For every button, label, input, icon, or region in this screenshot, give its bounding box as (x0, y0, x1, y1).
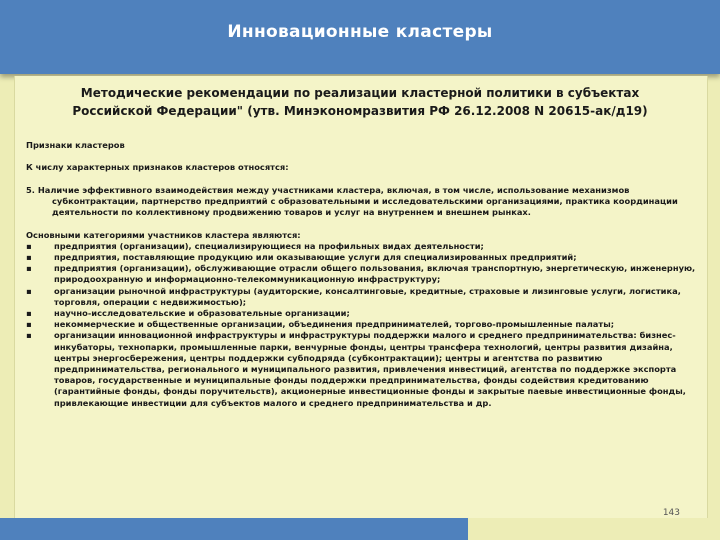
list-item: ▪ предприятия, поставляющие продукцию или оказывающие услуги для специализированных предприятий; (26, 251, 577, 262)
bullet-icon: ▪ (26, 308, 32, 318)
criterion-5: 5. Наличие эффективного взаимодействия между участниками кластера, включая, в том числе, использование механизмов субконтрактации, партнерство предприятий с образовательными и исследовательскими организациями, практика координации деятельности по коллективному продвижению товаров и услуг на внутреннем и внешнем рынках. (26, 184, 678, 218)
bullet-icon: ▪ (26, 240, 32, 251)
list-item: ▪ научно-исследовательские и образовательные организации; (26, 308, 350, 318)
intro-text: К числу характерных признаков кластеров относятся: (26, 162, 289, 173)
list-item: ▪ некоммерческие и общественные организации, объединения предпринимателей, торгово-промышленные палаты; (26, 319, 615, 330)
bullet-icon: ▪ (26, 319, 32, 330)
list-item: ▪ организации рыночной инфраструктуры (аудиторские, консалтинговые, кредитные, страховые и лизинговые услуги, логистика, торговля, операции с недвижимостью); (26, 285, 681, 307)
list-item: ▪ предприятия (организации), обслуживающие отрасли общего пользования, включая транспортную, энергетическую, инженерную, природоохранную и информационно-телекоммуникационную инфраструктуру; (26, 263, 696, 285)
footer-bar (0, 518, 468, 540)
categories-title: Основными категориями участников кластера являются: (26, 229, 301, 240)
section-heading: Признаки кластеров (26, 140, 125, 150)
bullet-icon: ▪ (26, 263, 32, 274)
bullet-icon: ▪ (26, 251, 32, 262)
bullet-icon: ▪ (26, 285, 32, 296)
slide-title: Инновационные кластеры (227, 22, 493, 42)
list-item: ▪ предприятия (организации), специализирующиеся на профильных видах деятельности; (26, 240, 484, 251)
subtitle-line-1: Методические рекомендации по реализации кластерной политики в субъектах (80, 86, 640, 100)
page-number: 143 (662, 508, 680, 518)
bullet-icon: ▪ (26, 330, 32, 341)
body-text (26, 140, 698, 409)
list-item: ▪ организации инновационной инфраструктуры и инфраструктуры поддержки малого и среднего предпринимательства: бизнес-инкубаторы, технопарки, промышленные парки, венчурные фонды, центры трансфера технологий, центры развития дизайна, центры энергосбережения, центры поддержки субподряда (субконтрактации); центры и агентства по развитию предпринимательства, регионального и муниципального развития, привлечения инвестиций, агентства по поддержке экспорта товаров, государственные и муниципальные фонды поддержки предпринимательства, фонды содействия кредитованию (гарантийные фонды, фонды поручительств), акционерные инвестиционные фонды и закрытые паевые инвестиционные фонды, привлекающие инвестиции для субъектов малого и среднего предпринимательства и др. (26, 330, 686, 408)
subtitle-line-2: Российской Федерации" (утв. Минэкономразвития РФ 26.12.2008 N 20615-ак/д19) (72, 104, 648, 118)
title-bar (0, 0, 720, 74)
slide-subtitle (14, 84, 706, 120)
participants-list (26, 241, 698, 409)
